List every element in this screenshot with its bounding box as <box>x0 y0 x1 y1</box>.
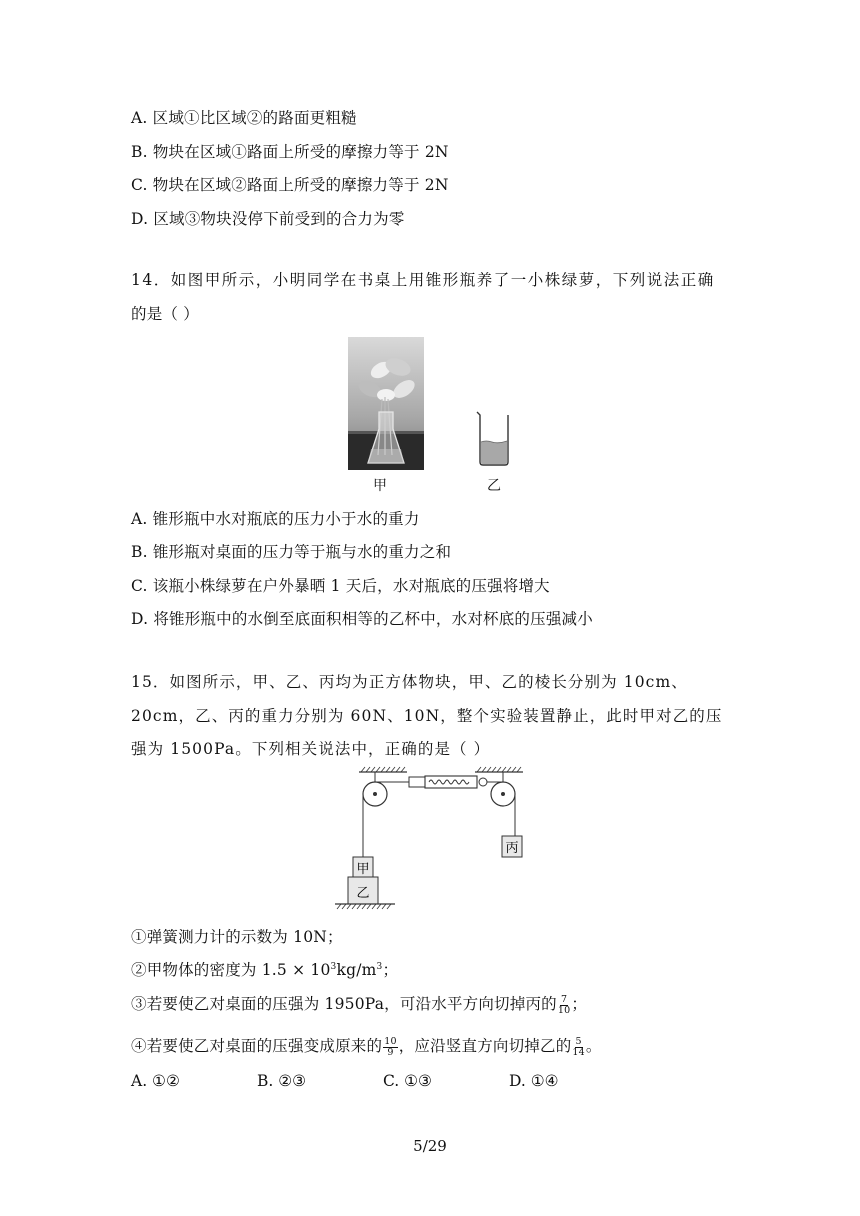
q15-statement-1: ①弹簧测力计的示数为 10N； <box>131 928 343 946</box>
q13-option-a: A. 区域①比区域②的路面更粗糙 <box>131 109 357 127</box>
q15-choice-c: C. ①③ <box>383 1072 432 1090</box>
fraction-10-9: $\frac{10}{9}$ <box>384 1035 397 1058</box>
q15-statement-3: ③若要使乙对桌面的压强为 1950Pa，可沿水平方向切掉丙的 $\frac{7}{10}$ ； <box>131 993 588 1016</box>
q13-option-b: B. 物块在区域①路面上所受的摩擦力等于 2N <box>131 143 449 161</box>
fraction-5-14: $\frac{5}{14}$ <box>572 1035 585 1058</box>
q15-stem-line3: 强为 1500Pa。下列相关说法中，正确的是（ ） <box>131 740 491 758</box>
q14-photo-jia <box>348 337 424 470</box>
q14-option-c: C. 该瓶小株绿萝在户外暴晒 1 天后，水对瓶底的压强将增大 <box>131 577 550 595</box>
q14-stem-line1: 14．如图甲所示，小明同学在书桌上用锥形瓶养了一小株绿萝，下列说法正确 <box>131 271 715 289</box>
q15-choice-a: A. ①② <box>131 1072 180 1090</box>
q15-choice-b: B. ②③ <box>257 1072 307 1090</box>
q14-beaker-yi <box>472 410 512 468</box>
q13-option-d: D. 区域③物块没停下前受到的合力为零 <box>131 210 405 228</box>
q14-label-jia: 甲 <box>373 478 387 494</box>
q14-label-yi: 乙 <box>487 478 501 494</box>
q14-option-b: B. 锥形瓶对桌面的压力等于瓶与水的重力之和 <box>131 543 452 561</box>
q15-statement-2: ②甲物体的密度为 $1.5 \times 10^3kg/m^3$； <box>131 961 399 979</box>
fraction-7-10: $\frac{7}{10}$ <box>557 993 571 1016</box>
q15-pulley-diagram <box>333 765 539 913</box>
q15-stem-line1: 15．如图所示，甲、乙、丙均为正方体物块，甲、乙的棱长分别为 10cm、 <box>131 673 688 691</box>
q14-option-d: D. 将锥形瓶中的水倒至底面积相等的乙杯中，水对杯底的压强减小 <box>131 610 593 628</box>
q13-option-c: C. 物块在区域②路面上所受的摩擦力等于 2N <box>131 176 449 194</box>
q14-stem-line2: 的是（ ） <box>131 305 199 323</box>
q15-choice-d: D. ①④ <box>509 1072 559 1090</box>
q14-option-a: A. 锥形瓶中水对瓶底的压力小于水的重力 <box>131 510 420 528</box>
q15-fig-label-bing: 丙 <box>505 841 519 856</box>
q15-fig-label-yi: 乙 <box>356 886 370 901</box>
page-number: 5/29 <box>413 1137 447 1155</box>
q15-statement-4: ④若要使乙对桌面的压强变成原来的 $\frac{10}{9}$ ，应沿竖直方向切掉乙的 $\frac{5}{14}$ 。 <box>131 1035 602 1058</box>
q15-stem-line2: 20cm，乙、丙的重力分别为 60N、10N，整个实验装置静止，此时甲对乙的压 <box>131 707 723 725</box>
q15-choices <box>131 1072 635 1090</box>
q15-fig-label-jia: 甲 <box>356 862 370 877</box>
